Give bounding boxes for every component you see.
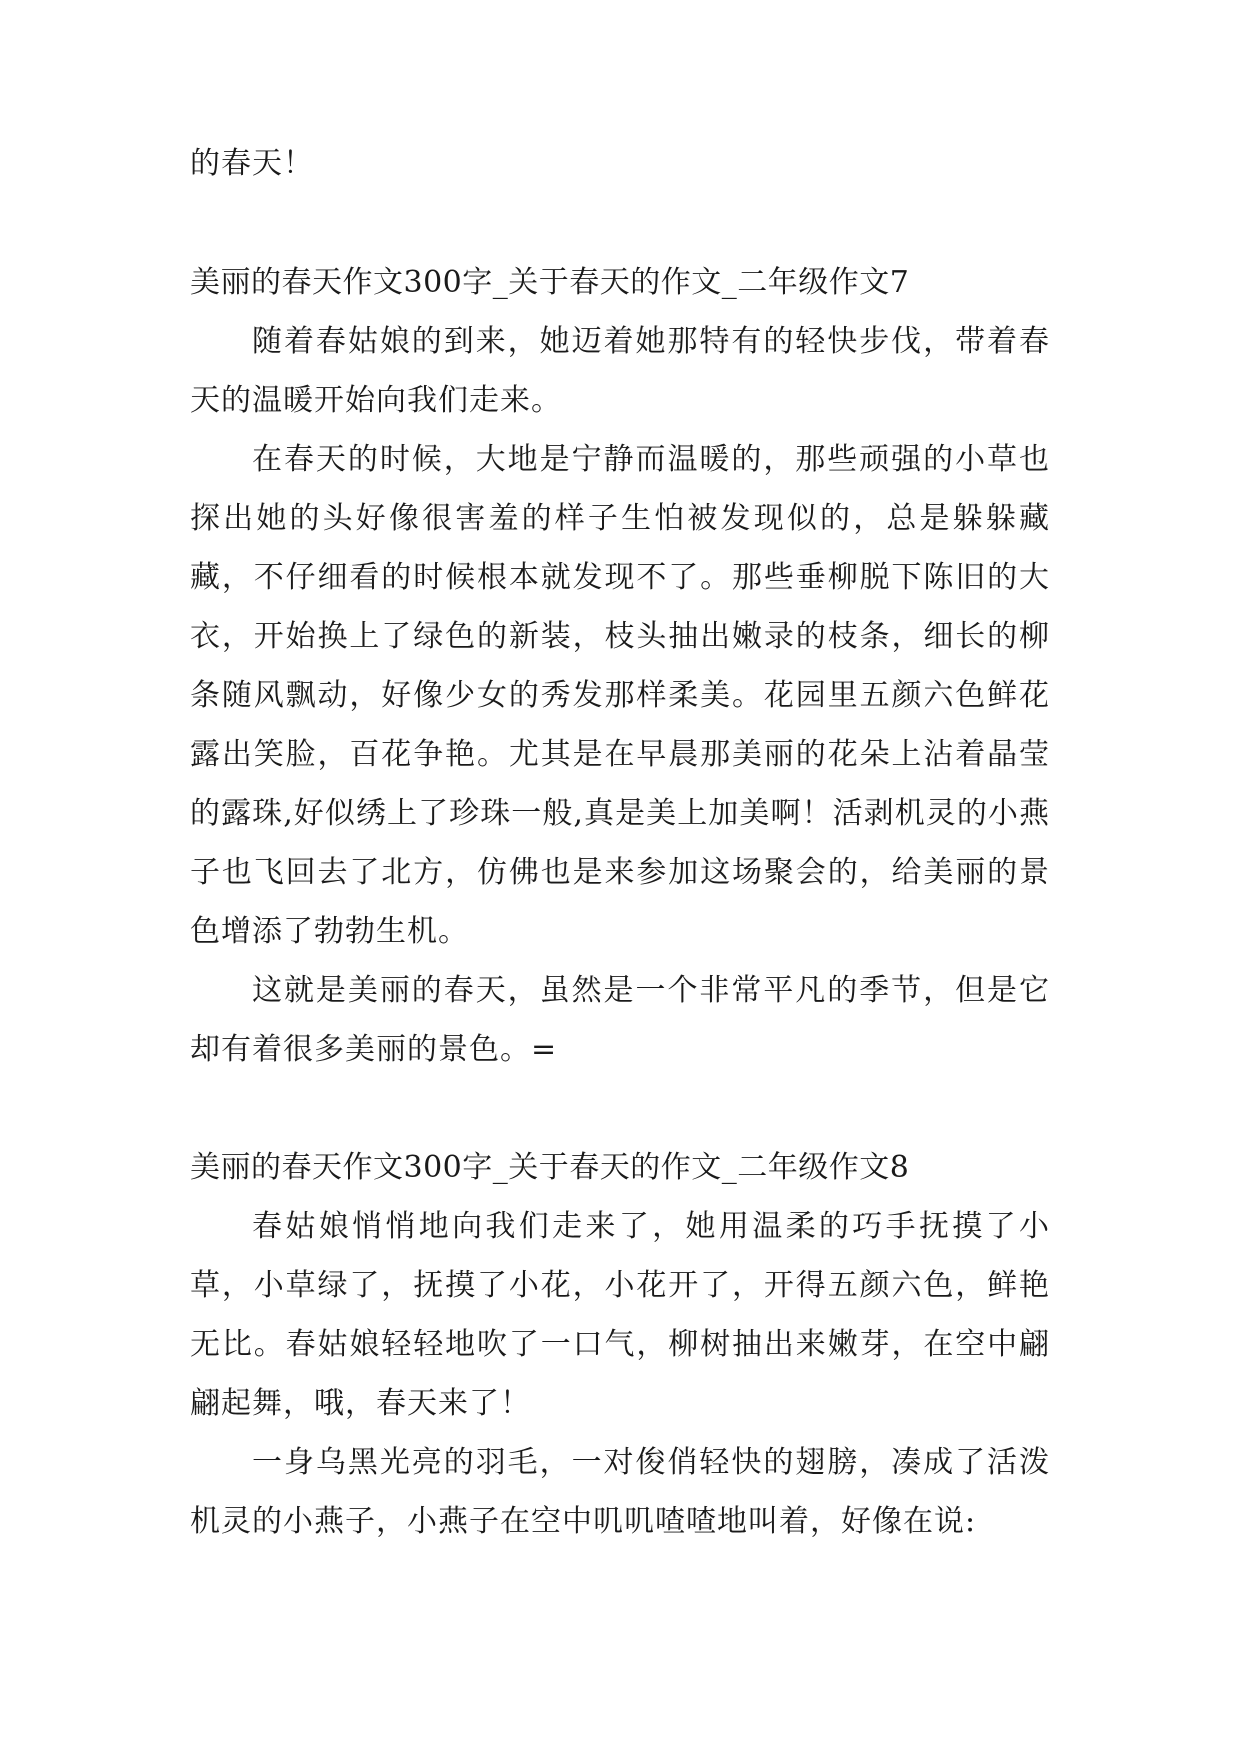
section-8-paragraph-2: 一身乌黑光亮的羽毛，一对俊俏轻快的翅膀，凑成了活泼机灵的小燕子，小燕子在空中叽叽喳喳地叫着，好像在说:: [190, 1445, 1050, 1539]
paragraph-continued: 的春天！: [190, 146, 314, 181]
section-8-heading: 美丽的春天作文300字_关于春天的作文_二年级作文8: [190, 1150, 910, 1185]
section-8-paragraph-1: 春姑娘悄悄地向我们走来了，她用温柔的巧手抚摸了小草，小草绿了，抚摸了小花，小花开了，开得五颜六色，鲜艳无比。春姑娘轻轻地吹了一口气，柳树抽出来嫩芽，在空中翩翩起舞，哦，春天来了！: [190, 1209, 1050, 1421]
section-7-paragraph-3: 这就是美丽的春天，虽然是一个非常平凡的季节，但是它却有着很多美丽的景色。=: [190, 973, 1050, 1067]
section-7-paragraph-1: 随着春姑娘的到来，她迈着她那特有的轻快步伐，带着春天的温暖开始向我们走来。: [190, 324, 1050, 418]
section-7-paragraph-2: 在春天的时候，大地是宁静而温暖的，那些顽强的小草也探出她的头好像很害羞的样子生怕被发现似的，总是躲躲藏藏，不仔细看的时候根本就发现不了。那些垂柳脱下陈旧的大衣，开始换上了绿色的新装，枝头抽出嫩录的枝条，细长的柳条随风飘动，好像少女的秀发那样柔美。花园里五颜六色鲜花露出笑脸，百花争艳。尤其是在早晨那美丽的花朵上沾着晶莹的露珠,好似绣上了珍珠一般,真是美上加美啊！活剥机灵的小燕子也飞回去了北方，仿佛也是来参加这场聚会的，给美丽的景色增添了勃勃生机。: [190, 442, 1050, 949]
section-7-heading: 美丽的春天作文300字_关于春天的作文_二年级作文7: [190, 265, 910, 300]
